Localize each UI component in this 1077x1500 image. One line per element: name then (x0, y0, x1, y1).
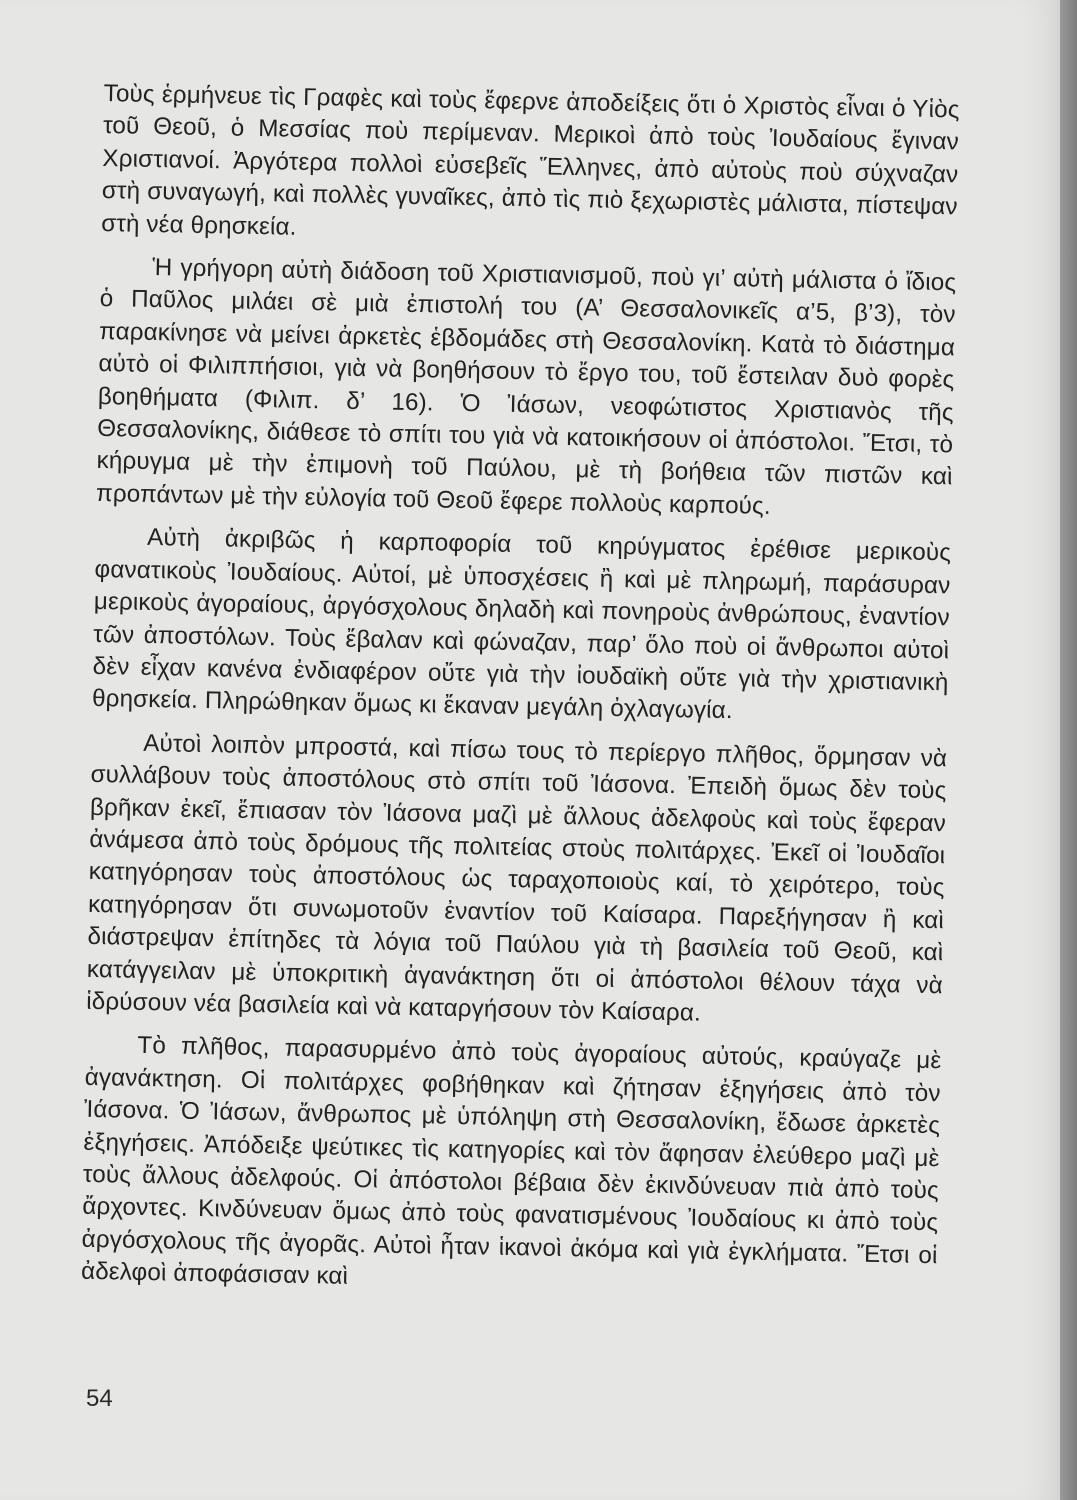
paragraph-5: Τὸ πλῆθος, παρασυρμένο ἀπὸ τοὺς ἀγοραίους αὐτούς, κραύγαζε μὲ ἀγανάκτηση. Οἱ πολιτάρχες φοβήθηκαν καὶ ζήτησαν ἐξηγήσεις ἀπὸ τὸν Ἰάσονα. Ὁ Ἰάσων, ἄνθρωπος μὲ ὑπόληψη στὴ Θεσσαλονίκη, ἔδωσε ἀρκετὲς ἐξηγήσεις. Ἀπόδειξε ψεύτικες τὶς κατηγορίες καὶ τὸν ἄφησαν ἐλεύθερο μαζὶ μὲ τοὺς ἄλλους ἀδελφούς. Οἱ ἀπόστολοι βέβαια δὲν ἐκινδύνευαν πιὰ ἀπὸ τοὺς ἄρχοντες. Κινδύνευαν ὅμως ἀπὸ τοὺς φανατισμένους Ἰουδαίους κι ἀπὸ τοὺς ἀργόσχολους τῆς ἀγορᾶς. Αὐτοὶ ἦταν ἱκανοὶ ἀκόμα καὶ γιὰ ἐγκλήματα. Ἔτσι οἱ ἀδελφοὶ ἀποφάσισαν καὶ (80, 1032, 942, 1291)
page-edge-shadow (1060, 0, 1077, 1500)
paragraph-2: Ἡ γρήγορη αὐτὴ διάδοση τοῦ Χριστιανισμοῦ, ποὺ γι’ αὐτὴ μάλιστα ὁ ἴδιος ὁ Παῦλος μιλάει σὲ μιὰ ἐπιστολή του (Α’ Θεσσαλονικεῖς α’5, β’3), τὸν παρακίνησε νὰ μείνει ἀρκετὲς ἑβδομάδες στὴ Θεσσαλονίκη. Κατὰ τὸ διάστημα αὐτὸ οἱ Φιλιππήσιοι, γιὰ νὰ βοηθήσουν τὸ ἔργο του, τοῦ ἔστειλαν δυὸ φορὲς βοηθήματα (Φιλιπ. δ’ 16). Ὁ Ἰάσων, νεοφώτιστος Χριστιανὸς τῆς Θεσσαλονίκης, διάθεσε τὸ σπίτι του γιὰ νὰ κατοικήσουν οἱ ἀπόστολοι. Ἔτσι, τὸ κήρυγμα μὲ τὴν ἐπιμονὴ τοῦ Παύλου, μὲ τὴ βοήθεια τῶν πιστῶν καὶ προπάντων μὲ τὴν εὐλογία τοῦ Θεοῦ ἔφερε πολλοὺς καρπούς. (95, 253, 957, 520)
page-number: 54 (86, 1385, 113, 1412)
paragraph-1: Τοὺς ἑρμήνευε τὶς Γραφὲς καὶ τοὺς ἔφερνε ἀποδείξεις ὅτι ὁ Χριστὸς εἶναι ὁ Υἱὸς τοῦ Θεοῦ, ὁ Μεσσίας ποὺ περίμεναν. Μερικοὶ ἀπὸ τοὺς Ἰουδαίους ἔγιναν Χριστιανοί. Ἀργότερα πολλοὶ εὐσεβεῖς Ἕλληνες, ἀπὸ αὐτοὺς ποὺ σύχναζαν στὴ συναγωγή, καὶ πολλὲς γυναῖκες, ἀπὸ τὶς πιὸ ξεχωριστὲς μάλιστα, πίστεψαν στὴ νέα θρησκεία. (100, 79, 960, 241)
paragraph-4: Αὐτοὶ λοιπὸν μπροστά, καὶ πίσω τους τὸ περίεργο πλῆθος, ὅρμησαν νὰ συλλάβουν τοὺς ἀποστόλους στὸ σπίτι τοῦ Ἰάσονα. Ἐπειδὴ ὅμως δὲν τοὺς βρῆκαν ἐκεῖ, ἔπιασαν τὸν Ἰάσονα μαζὶ μὲ ἄλλους ἀδελφοὺς καὶ τοὺς ἔφεραν ἀνάμεσα ἀπὸ τοὺς δρόμους τῆς πολιτείας στοὺς πολιτάρχες. Ἐκεῖ οἱ Ἰουδαῖοι κατηγόρησαν τοὺς ἀποστόλους ὡς ταραχοποιοὺς καί, τὸ χειρότερο, τοὺς κατηγόρησαν ὅτι συνωμοτοῦν ἐναντίον τοῦ Καίσαρα. Παρεξήγησαν ἢ καὶ διάστρεψαν ἐπίτηδες τὰ λόγια τοῦ Παύλου γιὰ τὴ βασιλεία τοῦ Θεοῦ, καὶ κατάγγειλαν μὲ ὑποκριτικὴ ἀγανάκτηση ὅτι οἱ ἀπόστολοι θέλουν τάχα νὰ ἱδρύσουν νέα βασιλεία καὶ νὰ καταργήσουν τὸν Καίσαρα. (86, 729, 948, 1027)
body-text (81, 78, 960, 1305)
paragraph-3: Αὐτὴ ἀκριβῶς ἡ καρποφορία τοῦ κηρύγματος ἐρέθισε μερικοὺς φανατικοὺς Ἰουδαίους. Αὐτοί, μὲ ὑποσχέσεις ἢ καὶ μὲ πληρωμή, παράσυραν μερικοὺς ἀγοραίους, ἀργόσχολους δηλαδὴ καὶ πονηροὺς ἀνθρώπους, ἐναντίον τῶν ἀποστόλων. Τοὺς ἔβαλαν καὶ φώναζαν, παρ’ ὅλο ποὺ οἱ ἄνθρωποι αὐτοὶ δὲν εἶχαν κανένα ἐνδιαφέρον οὔτε γιὰ τὴν ἰουδαϊκὴ οὔτε γιὰ τὴν χριστιανικὴ θρησκεία. Πληρώθηκαν ὅμως κι ἔκαναν μεγάλη ὀχλαγωγία. (91, 524, 952, 725)
